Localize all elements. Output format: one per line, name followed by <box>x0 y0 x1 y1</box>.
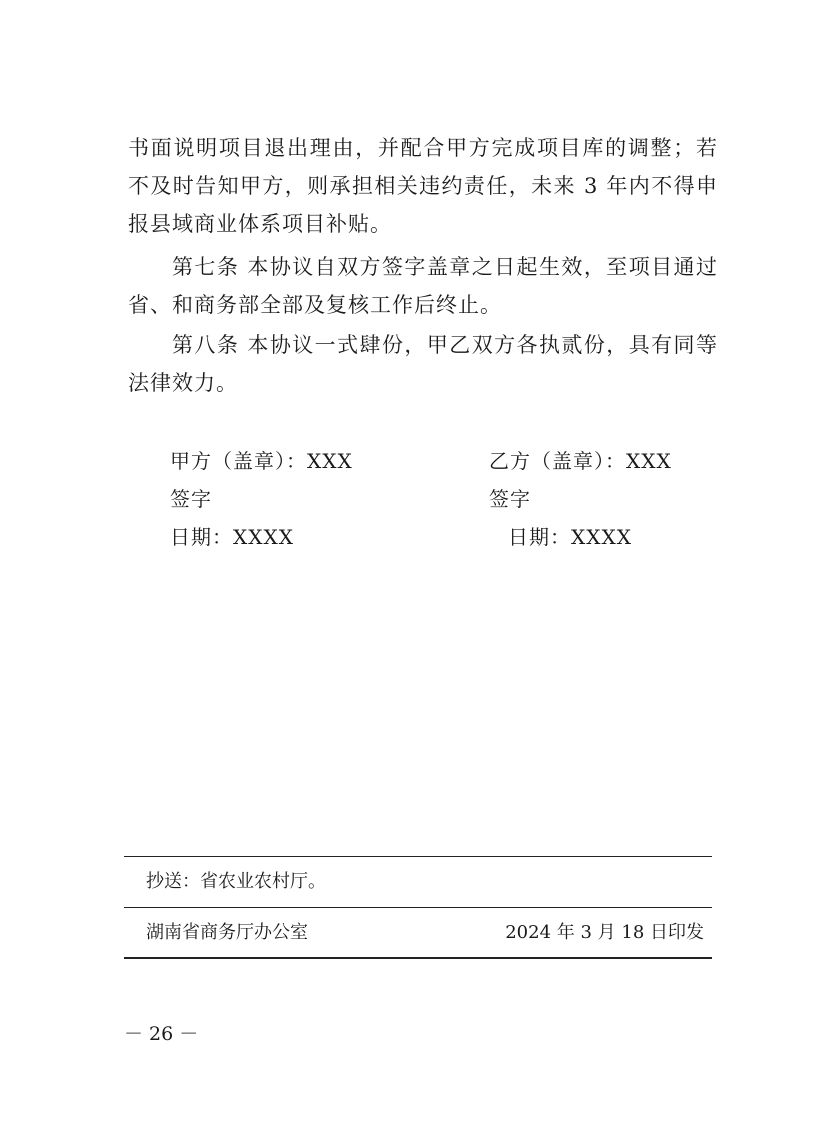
party-a-date: 日期：XXXX <box>170 525 294 549</box>
party-b-seal-label: 乙方（盖章）：XXX <box>489 449 672 473</box>
footer-top-divider <box>124 856 712 857</box>
issue-date: 2024 年 3 月 18 日印发 <box>505 922 704 943</box>
cc-recipients: 抄送：省农业农村厅。 <box>146 871 326 892</box>
footer-bottom-divider <box>124 957 712 959</box>
footer-middle-divider <box>124 907 712 908</box>
page-number: － 26 － <box>124 1023 199 1045</box>
issuing-office: 湖南省商务厅办公室 <box>146 922 308 943</box>
party-a-seal-label: 甲方（盖章）：XXX <box>170 449 353 473</box>
party-b-date: 日期：XXXX <box>508 525 632 549</box>
article-7-paragraph: 第七条 本协议自双方签字盖章之日起生效，至项目通过省、和商务部全部及复核工作后终止。 <box>128 255 718 317</box>
party-a-signature-label: 签字 <box>170 487 212 511</box>
party-b-signature-label: 签字 <box>489 487 531 511</box>
article-8-paragraph: 第八条 本协议一式肆份，甲乙双方各执贰份，具有同等法律效力。 <box>128 333 718 395</box>
body-paragraph-1: 书面说明项目退出理由，并配合甲方完成项目库的调整；若不及时告知甲方，则承担相关违约责任，未来 3 年内不得申报县域商业体系项目补贴。 <box>128 136 718 236</box>
